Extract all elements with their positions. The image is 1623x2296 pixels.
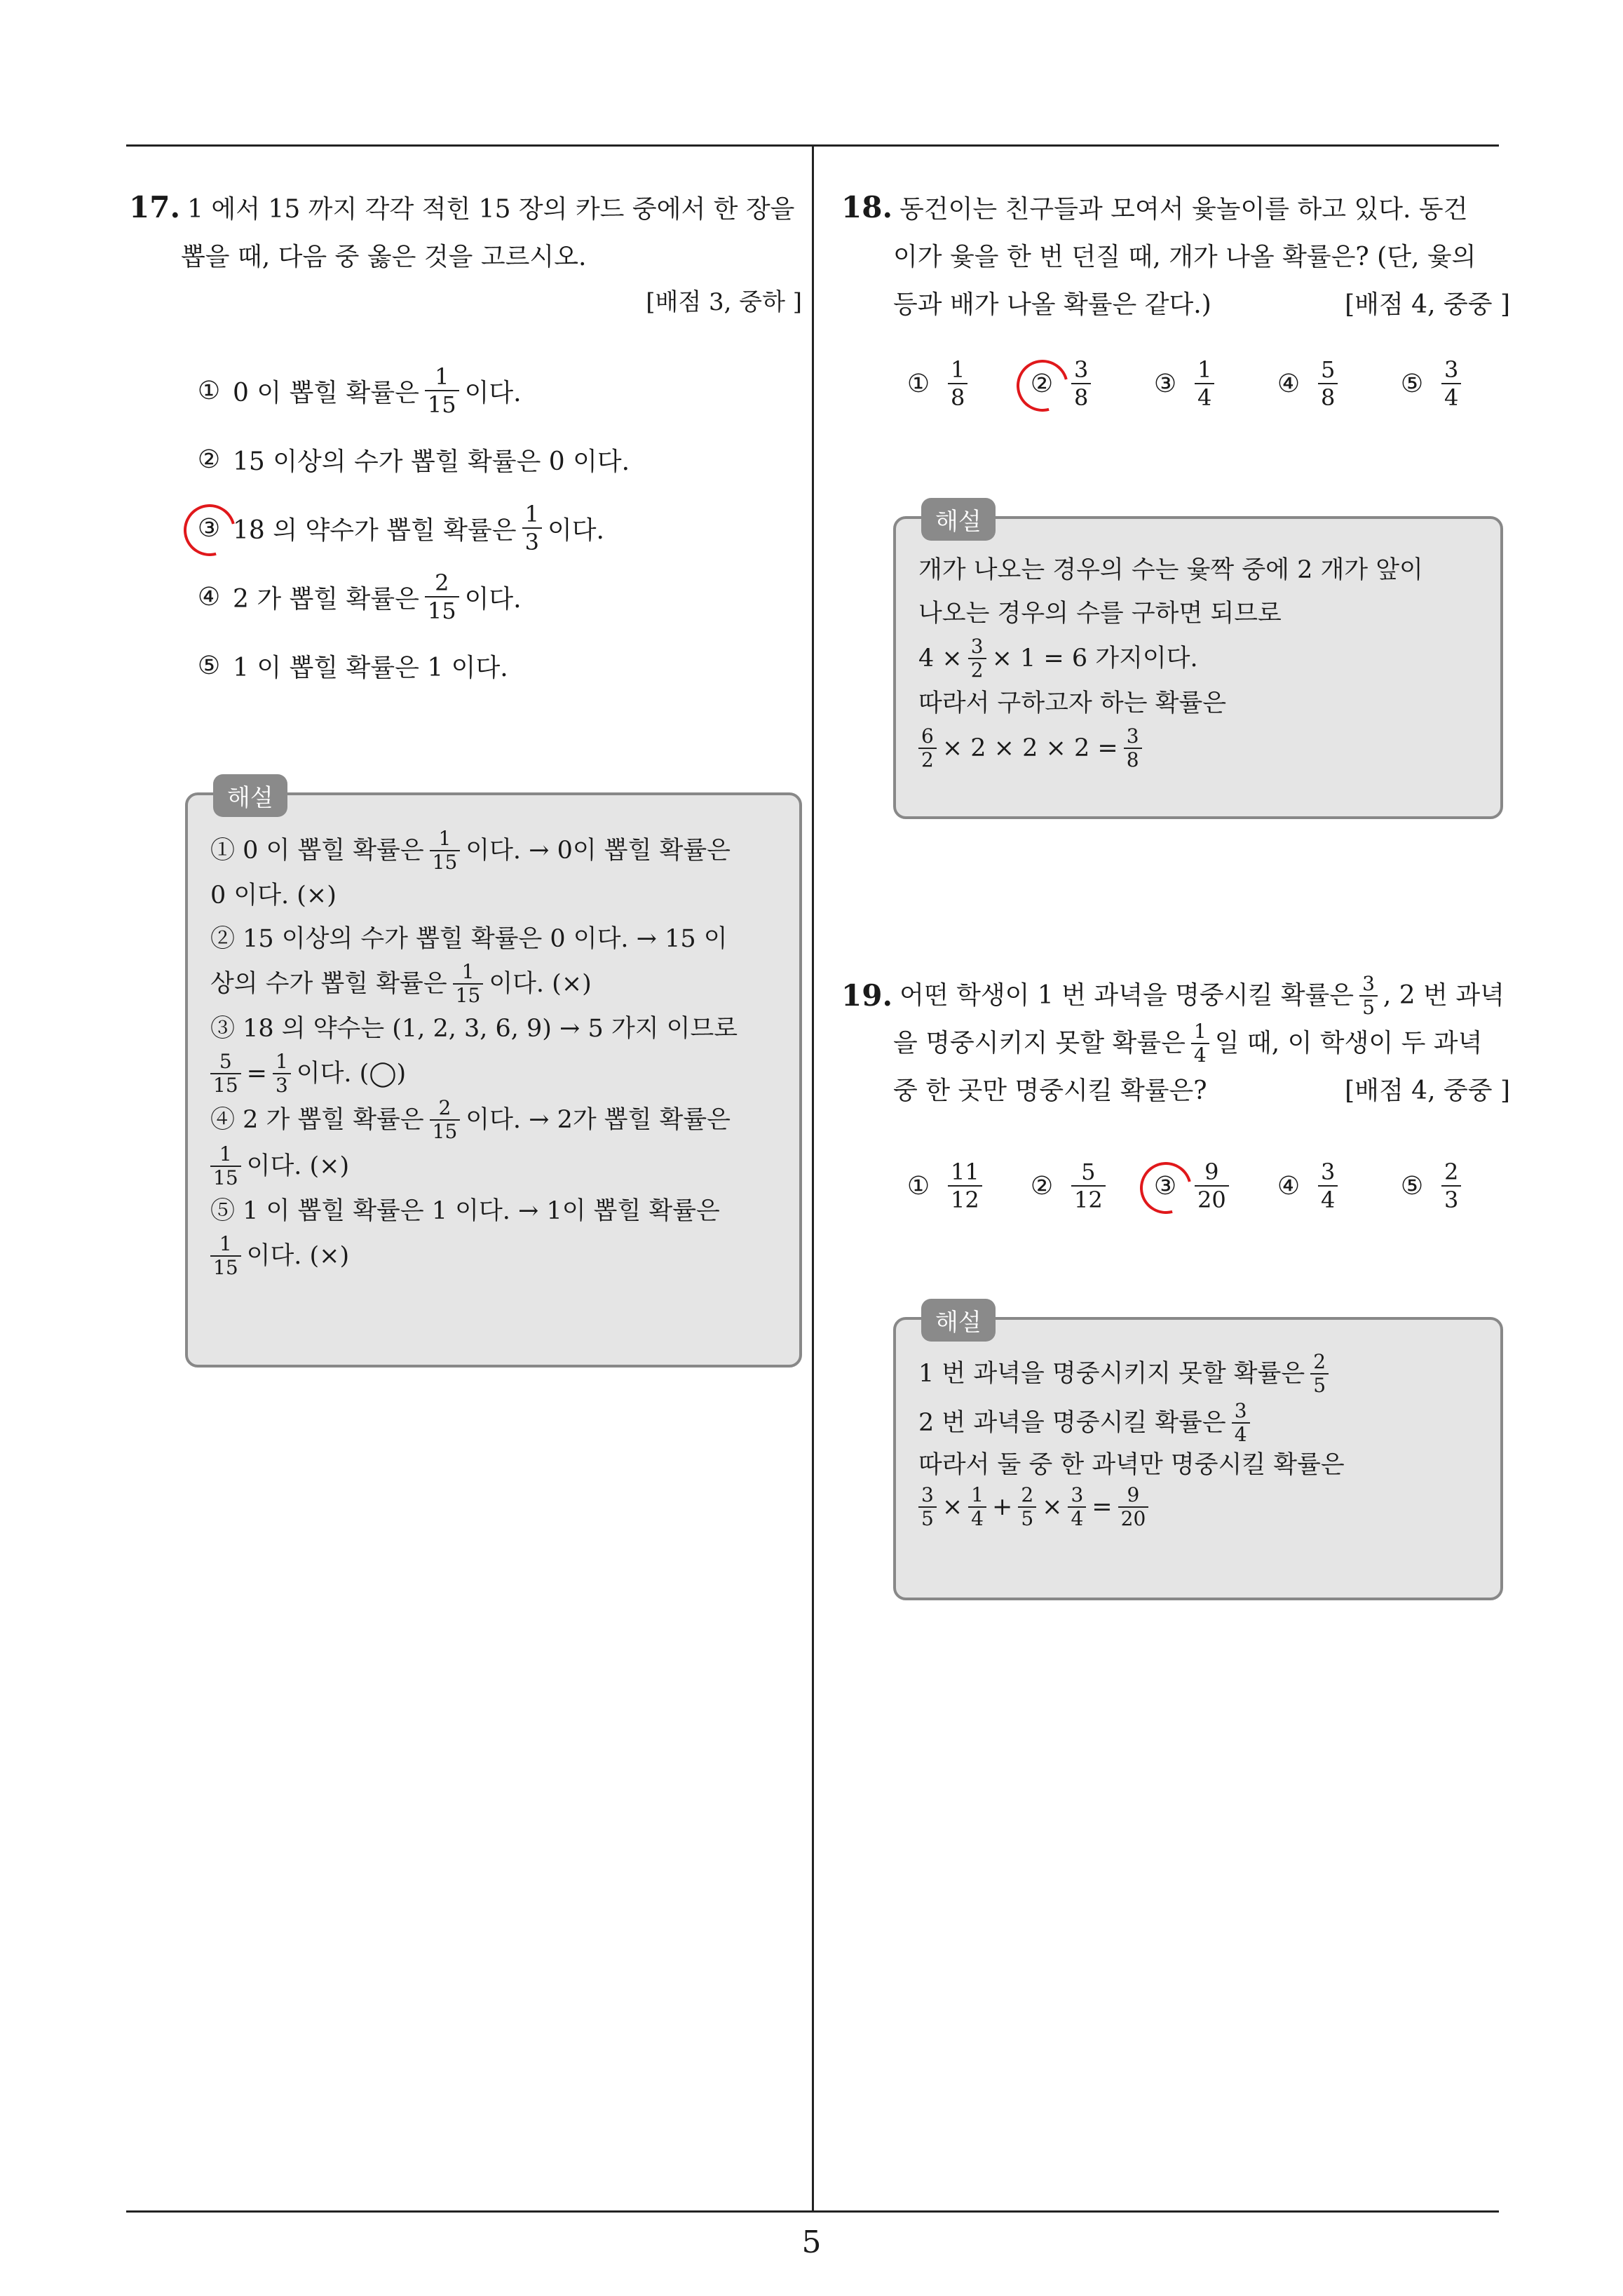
fraction: $\frac{3}{8}$ — [1071, 356, 1091, 411]
score-meta: [배점 3, 중하 ] — [646, 288, 802, 316]
question-number: 17. — [129, 190, 181, 224]
score-meta: [배점 4, 중중 ] — [1345, 1076, 1510, 1105]
solution-body: ① 0 이 뽑힐 확률은 $\frac{1}{15}$ 이다. → 0이 뽑힐 확률은 0 이다. (×) ② 15 이상의 수가 뽑힐 확률은 0 이다. → 15 이 상의 수가 뽑힐 확률은 $\frac{1}{15}$ 이다. (×) ③ 18 의 약수는 (1, 2, 3, 6, 9) → 5 가지 이므로 $\frac{5}{15}$ = $\frac{1}{3}$ 이다. (◯) ④ 2 가 뽑힐 확률은 $\frac{2}{15}$ 이다. → 2가 뽑힐 확률은 $\frac{1}{15}$ 이다. (×) ⑤ 1 이 뽑힐 확률은 1 이다. → 1이 뽑힐 확률은 $\frac{1}{15}$ 이다. (×) — [210, 827, 738, 1279]
fraction: $\frac{1}{4}$ — [1191, 1020, 1209, 1067]
solution-tag: 해설 — [213, 774, 287, 817]
fraction: $\frac{1}{4}$ — [1195, 356, 1214, 411]
option-3[interactable]: ③ $\frac{1}{4}$ — [1150, 356, 1273, 411]
q19-solution-box — [893, 1309, 1503, 1600]
fraction: $\frac{9}{20}$ — [1195, 1159, 1229, 1213]
question-text-line: 이가 윷을 한 번 던질 때, 개가 나올 확률은? (단, 윷의 — [893, 243, 1476, 271]
q17-options — [193, 356, 630, 700]
option-1[interactable]: ① $\frac{11}{12}$ — [903, 1159, 1026, 1213]
q18-options — [903, 356, 1520, 411]
answer-circle-mark — [174, 494, 245, 565]
fraction: $\frac{5}{12}$ — [1071, 1159, 1106, 1213]
fraction: $\frac{3}{4}$ — [1318, 1159, 1338, 1213]
solution-body: 1 번 과녁을 명중시키지 못할 확률은 $\frac{2}{5}$ 2 번 과녁을 명중시킬 확률은 $\frac{3}{4}$ 따라서 둘 중 한 과녁만 명중시킬 확률은 $\frac{3}{5}$ × $\frac{1}{4}$ + $\frac{2}{5}$ × $\frac{3}{4}$ = $\frac{9}{20}$ — [918, 1350, 1345, 1530]
question-text-line: 1 에서 15 까지 각각 적힌 15 장의 카드 중에서 한 장을 — [187, 195, 795, 224]
option-number: ⑤ — [197, 651, 221, 680]
option-2[interactable]: ② $\frac{3}{8}$ — [1026, 356, 1150, 411]
option-number: ④ — [197, 582, 221, 612]
q18-solution-box — [893, 508, 1503, 819]
question-number: 19. — [841, 978, 893, 1013]
fraction: $\frac{3}{4}$ — [1441, 356, 1461, 411]
question-18 — [841, 184, 1514, 329]
question-text-line: 뽑을 때, 다음 중 옳은 것을 고르시오. — [181, 243, 587, 271]
bottom-rule — [126, 2210, 1499, 2213]
option-5[interactable]: ⑤ $\frac{2}{3}$ — [1397, 1159, 1520, 1213]
fraction: $\frac{2}{3}$ — [1441, 1159, 1461, 1213]
option-5[interactable]: ⑤ 1 이 뽑힐 확률은 1 이다. — [193, 631, 630, 700]
question-text-line: 동건이는 친구들과 모여서 윷놀이를 하고 있다. 동건 — [899, 195, 1468, 224]
option-3[interactable]: ③ 18 의 약수가 뽑힐 확률은 $\frac{1}{3}$ 이다. — [193, 494, 630, 562]
page-number: 5 — [801, 2224, 822, 2260]
fraction: $\frac{5}{8}$ — [1318, 356, 1338, 411]
fraction: $\frac{1}{8}$ — [948, 356, 967, 411]
option-3[interactable]: ③ $\frac{9}{20}$ — [1150, 1159, 1273, 1213]
option-number: ② — [197, 445, 221, 474]
option-1[interactable]: ① 0 이 뽑힐 확률은 $\frac{1}{15}$ 이다. — [193, 356, 630, 425]
option-4[interactable]: ④ $\frac{5}{8}$ — [1273, 356, 1397, 411]
fraction: $\frac{2}{15}$ — [425, 569, 459, 624]
option-2[interactable]: ② $\frac{5}{12}$ — [1026, 1159, 1150, 1213]
solution-body: 개가 나오는 경우의 수는 윷짝 중에 2 개가 앞이 나오는 경우의 수를 구하면 되므로 4 × $\frac{3}{2}$ × 1 = 6 가지이다. 따라서 구하고자 하는 확률은 $\frac{6}{2}$ × 2 × 2 × 2 = $\frac{3}{8}$ — [918, 556, 1423, 771]
q17-solution-box — [185, 784, 802, 1368]
option-4[interactable]: ④ 2 가 뽑힐 확률은 $\frac{2}{15}$ 이다. — [193, 562, 630, 631]
option-number: ③ — [193, 514, 224, 543]
column-divider — [812, 144, 814, 2212]
score-meta: [배점 4, 중중 ] — [1345, 290, 1510, 319]
question-17 — [129, 184, 802, 323]
option-1[interactable]: ① $\frac{1}{8}$ — [903, 356, 1026, 411]
fraction: $\frac{1}{15}$ — [425, 363, 459, 418]
fraction: $\frac{3}{5}$ — [1359, 973, 1378, 1019]
q19-options — [903, 1159, 1520, 1213]
option-2[interactable]: ② 15 이상의 수가 뽑힐 확률은 0 이다. — [193, 425, 630, 494]
fraction: $\frac{11}{12}$ — [948, 1159, 982, 1213]
solution-tag: 해설 — [921, 1299, 996, 1342]
solution-tag: 해설 — [921, 498, 996, 541]
option-4[interactable]: ④ $\frac{3}{4}$ — [1273, 1159, 1397, 1213]
question-number: 18. — [841, 190, 893, 224]
option-number: ① — [197, 376, 221, 405]
question-text-line: 중 한 곳만 명중시킬 확률은? — [893, 1076, 1207, 1105]
question-text-line: 등과 배가 나올 확률은 같다.) — [893, 290, 1211, 319]
fraction: $\frac{1}{3}$ — [522, 501, 542, 555]
question-19: 19. 어떤 학생이 1 번 과녁을 명중시킬 확률은 $\frac{3}{5}$ , 2 번 과녁 을 명중시키지 못할 확률은 $\frac{1}{4}$ 일 때, 이 학생이 두 과녁 중 한 곳만 명중시킬 확률은? [배점 4, 중중 ] — [841, 972, 1514, 1115]
option-5[interactable]: ⑤ $\frac{3}{4}$ — [1397, 356, 1520, 411]
